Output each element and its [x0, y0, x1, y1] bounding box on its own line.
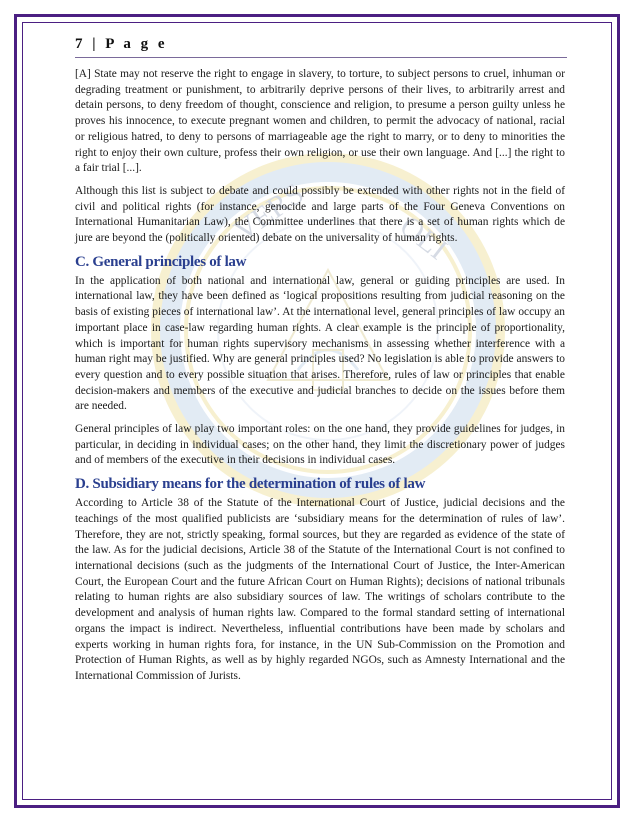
quote-paragraph: [A] State may not reserve the right to engage in slavery, to torture, to subject persons to cruel, inhuman or degrading treatment or punishment, to arbitrarily deprive persons of their lives, to arbitrarily arrest and detain persons, to deny freedom of thought, conscience and religion, to presume a person guilty unless he proves his innocence, to execute pregnant women and children, to permit the advocacy of national, racial or religious hatred, to deny to persons of marriageable age the right to marry, or to deny to minorities the right to enjoy their own culture, profess their own religion, or use their own language. And [...] the right to a fair trial [...]. [75, 68, 565, 175]
section-d-paragraph-1: According to Article 38 of the Statute of the International Court of Justice, judicial decisions and the teachings of the most qualified publicists are ‘subsidiary means for the determination of rules of law’. Therefore, they are not, strictly speaking, formal sources, but they are regarded as evidence of the state of the law. As for the judicial decisions, Article 38 of the Statute of the International Court is not confined to international decisions (such as the judgments of the International Court of Justice, the Inter-American Court, the European Court and the future African Court on Human Rights); decisions of national tribunals relating to human rights are also subsidiary sources of law. The writings of scholars contribute to the development and analysis of human rights law. Compared to the formal standard setting of international organs the impact is indirect. Nevertheless, influential contributions have been made by scholars and experts working in human rights fora, for instance, in the UN Sub-Commission on the Promotion and Protection of Human Rights, as well as by highly regarded NGOs, such as Amnesty International and the International Commission of Jurists. [75, 497, 565, 682]
body-paragraph-list-debate: Although this list is subject to debate and could possibly be extended with other rights not in the field of civil and political rights (for instance, genocide and large parts of the Four Geneva Conventions on International Humanitarian Law), the Committee underlines that there is a set of human rights which de jure are beyond the (politically oriented) debate on the universality of human rights. [75, 184, 565, 245]
page-number-header: 7 | P a g e [75, 36, 567, 58]
seal-text-right: OLI [393, 209, 454, 267]
section-c-paragraph-2: General principles of law play two important roles: on the one hand, they provide guidelines for judges, in particular, in deciding in individual cases; on the other hand, they limit the discretionary power of judges and of members of the executive in their decisions in individual cases. [75, 423, 565, 467]
section-d-heading: D. Subsidiary means for the determination of rules of law [75, 476, 426, 493]
section-c-paragraph-1: In the application of both national and international law, general or guiding principles are used. In international law, they have been defined as ‘logical propositions resulting from judicial reasoning on the basis of existing pieces of international law’. At the international level, general principles of law occupy an important place in case-law regarding human rights. A clear example is the principle of proportionality, which is important for human rights supervisory mechanisms in assessing whether interference with a human right may be justified. Why are general principles used? No legislation is able to provide answers to every question and to every possible situation that arises. Therefore, rules of law or principles that enable decision-makers and members of the executive and judicial branches to decide on the issues before them are needed. [75, 274, 565, 413]
seal-text-left: VERS [228, 176, 310, 248]
page-content [75, 36, 565, 692]
section-c-heading: C. General principles of law [75, 253, 247, 270]
